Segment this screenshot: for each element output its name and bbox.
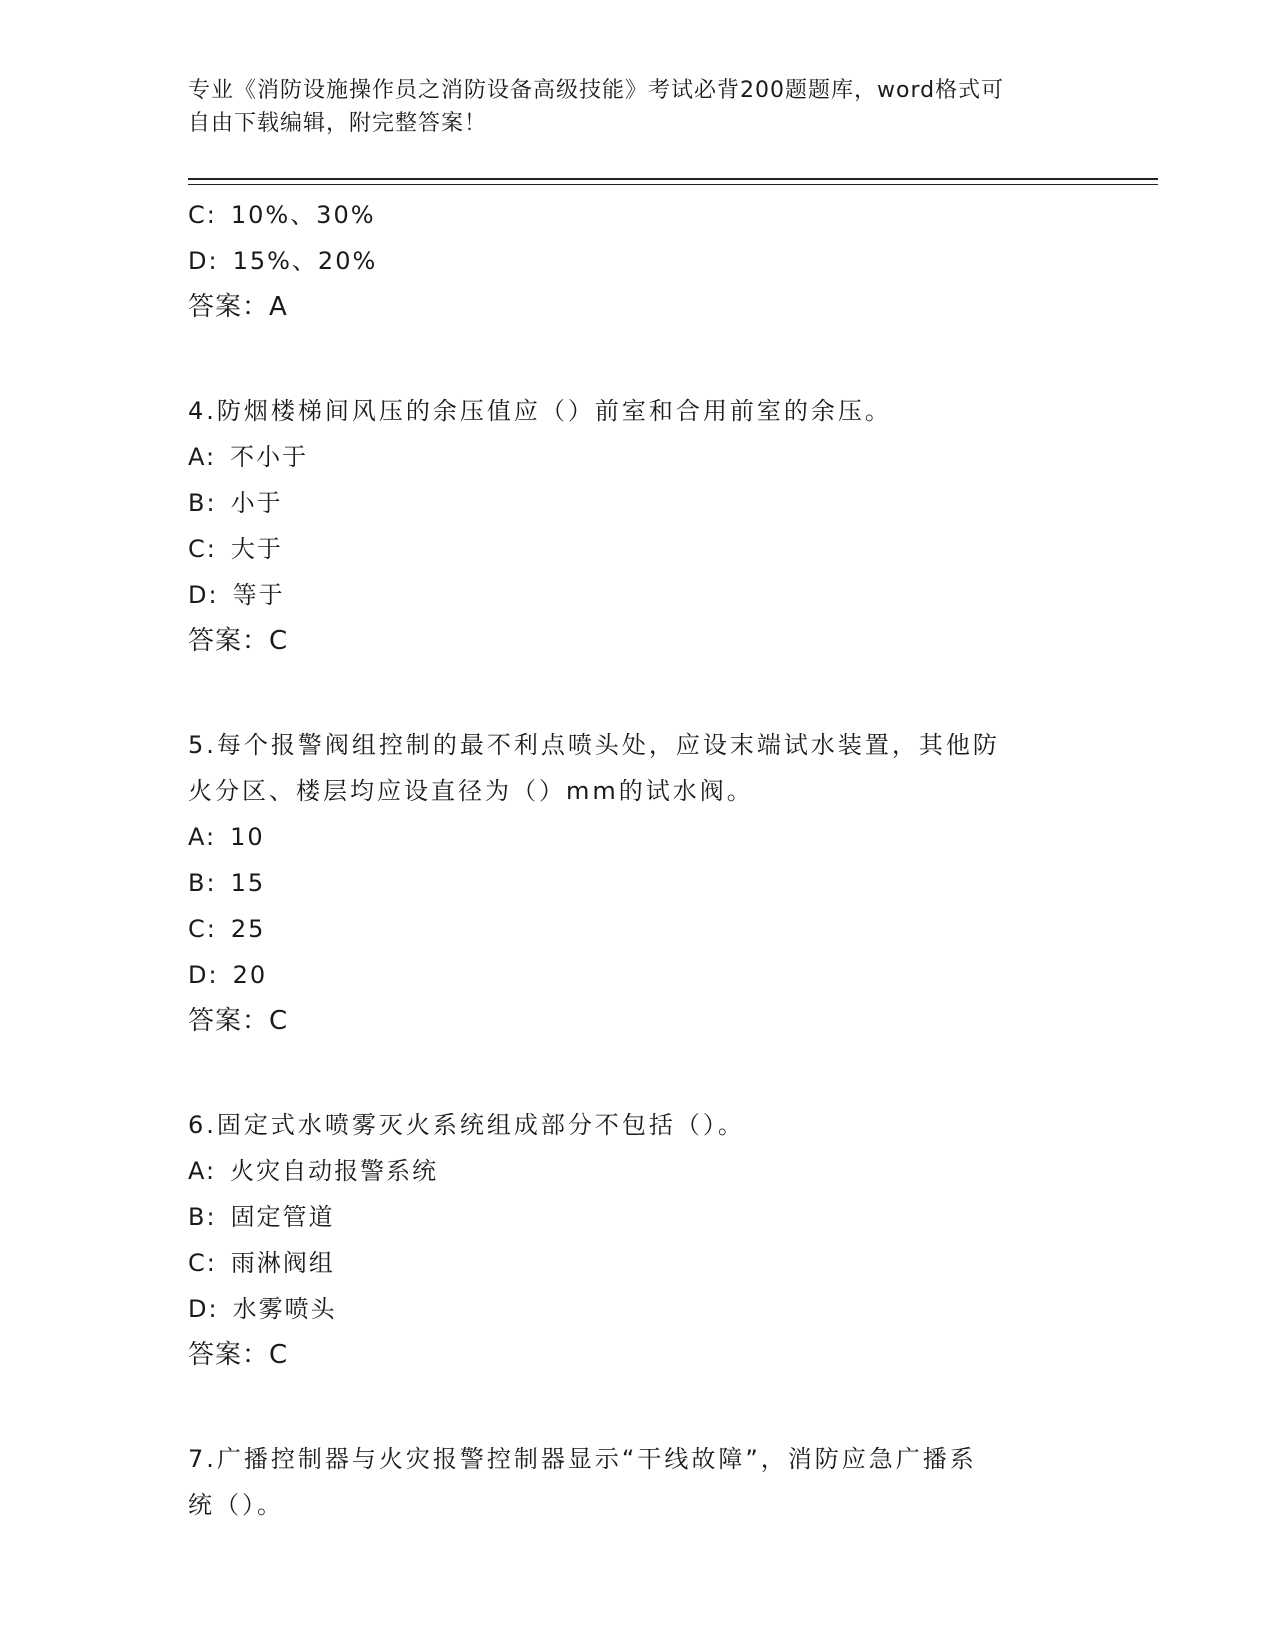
option-text: 15 <box>230 869 266 897</box>
option-label: B: <box>188 1203 217 1231</box>
question-block-6 <box>188 1102 1088 1378</box>
option-text: 雨淋阀组 <box>230 1249 335 1277</box>
answer-line: 答案：C <box>188 626 289 656</box>
option-label: A: <box>188 443 217 471</box>
option-label: D: <box>188 961 219 989</box>
option-text: 水雾喷头 <box>232 1295 337 1323</box>
option-text: 大于 <box>230 535 283 563</box>
option-text: 15%、20% <box>232 247 378 275</box>
spacer <box>188 330 1088 388</box>
spacer <box>188 1044 1088 1102</box>
question-block-4 <box>188 388 1088 664</box>
option-text: 固定管道 <box>230 1203 335 1231</box>
option-row <box>188 192 1088 238</box>
question-block-5 <box>188 722 1088 1044</box>
option-label: D: <box>188 1295 219 1323</box>
question-block-7 <box>188 1436 1088 1528</box>
question-text: 6.固定式水喷雾灭火系统组成部分不包括（）。 <box>188 1111 745 1139</box>
option-text: 10%、30% <box>230 201 376 229</box>
answer-line: 答案：C <box>188 1340 289 1370</box>
question-text: 5.每个报警阀组控制的最不利点喷头处，应设末端试水装置，其他防 <box>188 731 1000 759</box>
option-row <box>188 572 1088 618</box>
header-line-2: 自由下载编辑，附完整答案！ <box>188 111 488 136</box>
question-text: 统（）。 <box>188 1491 284 1519</box>
option-text: 20 <box>232 961 268 989</box>
option-row <box>188 952 1088 998</box>
question-block-3 <box>188 192 1088 330</box>
question-list <box>188 192 1088 1528</box>
option-label: A: <box>188 823 217 851</box>
option-row <box>188 238 1088 284</box>
option-row <box>188 526 1088 572</box>
option-label: C: <box>188 1249 217 1277</box>
option-row <box>188 434 1088 480</box>
option-text: 等于 <box>232 581 285 609</box>
option-row <box>188 1148 1088 1194</box>
spacer <box>188 664 1088 722</box>
option-row <box>188 480 1088 526</box>
option-text: 火灾自动报警系统 <box>230 1157 439 1185</box>
option-label: C: <box>188 201 217 229</box>
option-label: B: <box>188 869 217 897</box>
option-row <box>188 1286 1088 1332</box>
header-divider-thick <box>188 178 1158 180</box>
option-label: D: <box>188 581 219 609</box>
question-text: 火分区、楼层均应设直径为（）mm的试水阀。 <box>188 777 754 805</box>
option-row <box>188 1240 1088 1286</box>
answer-line: 答案：C <box>188 1006 289 1036</box>
spacer <box>188 1378 1088 1436</box>
question-text: 4.防烟楼梯间风压的余压值应（）前室和合用前室的余压。 <box>188 397 892 425</box>
option-text: 10 <box>230 823 265 851</box>
option-row <box>188 860 1088 906</box>
option-text: 小于 <box>230 489 283 517</box>
option-label: B: <box>188 489 217 517</box>
document-header <box>188 74 1088 140</box>
question-text: 7.广播控制器与火灾报警控制器显示“干线故障”，消防应急广播系 <box>188 1445 977 1473</box>
option-row <box>188 906 1088 952</box>
answer-line: 答案：A <box>188 292 288 322</box>
option-row <box>188 1194 1088 1240</box>
option-label: D: <box>188 247 219 275</box>
header-divider-thin <box>188 184 1158 185</box>
option-label: C: <box>188 535 217 563</box>
option-row <box>188 814 1088 860</box>
option-label: A: <box>188 1157 217 1185</box>
option-text: 25 <box>230 915 266 943</box>
option-label: C: <box>188 915 217 943</box>
option-text: 不小于 <box>230 443 309 471</box>
header-line-1: 专业《消防设施操作员之消防设备高级技能》考试必背200题题库，word格式可 <box>188 78 1005 103</box>
